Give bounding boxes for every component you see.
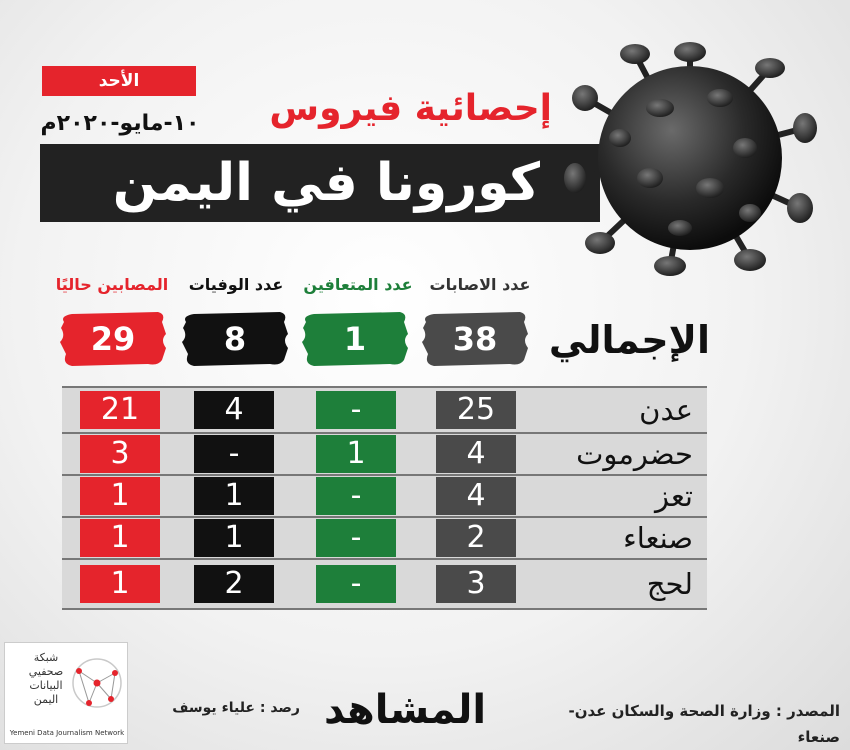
cell-active: 1	[80, 519, 160, 557]
cell-active: 1	[80, 565, 160, 603]
cell-recovered: -	[316, 519, 396, 557]
total-recovered-value: 1	[343, 320, 367, 358]
divider	[62, 386, 707, 388]
cell-deaths: -	[194, 435, 274, 473]
coronavirus-image	[560, 38, 820, 278]
network-logo	[4, 642, 128, 744]
cell-active: 21	[80, 391, 160, 429]
column-header-deaths: عدد الوفيات	[188, 275, 284, 294]
governorate-label: صنعاء	[623, 521, 693, 555]
brand-logo: المشاهد	[323, 687, 487, 733]
cell-deaths: 4	[194, 391, 274, 429]
column-header-recovered: عدد المتعافين	[303, 275, 413, 294]
divider	[62, 608, 707, 610]
cell-active: 1	[80, 477, 160, 515]
governorate-label: تعز	[654, 479, 693, 513]
governorate-label: لحج	[646, 567, 693, 601]
cell-cases: 3	[436, 565, 516, 603]
divider	[62, 516, 707, 518]
logo-line: اليمن	[33, 693, 59, 706]
page-title: كورونا في اليمن	[40, 144, 600, 222]
source-text: المصدر : وزارة الصحة والسكان عدن- صنعاء	[568, 702, 840, 746]
cell-deaths: 1	[194, 477, 274, 515]
governorate-label: حضرموت	[576, 437, 693, 471]
total-recovered-badge	[300, 308, 410, 370]
divider	[62, 558, 707, 560]
subtitle: إحصائية فيروس	[269, 88, 552, 129]
cell-deaths: 2	[194, 565, 274, 603]
cell-deaths: 1	[194, 519, 274, 557]
total-cases-value: 38	[452, 320, 498, 358]
logo-english-text: Yemeni Data Journalism Network	[9, 729, 125, 737]
total-cases-badge	[420, 308, 530, 370]
cell-cases: 4	[436, 435, 516, 473]
cell-cases: 4	[436, 477, 516, 515]
total-deaths-value: 8	[223, 320, 247, 358]
cell-recovered: -	[316, 391, 396, 429]
credit-text: رصد : علياء يوسف	[172, 700, 300, 716]
cell-recovered: -	[316, 477, 396, 515]
logo-line: صحفيي	[28, 665, 64, 678]
network-logo-icon	[67, 651, 125, 721]
column-header-cases: عدد الاصابات	[429, 275, 531, 294]
cell-cases: 25	[436, 391, 516, 429]
logo-line: شبكة	[33, 651, 59, 664]
day-badge: الأحد	[42, 66, 196, 96]
logo-line: البيانات	[29, 679, 63, 692]
cell-recovered: -	[316, 565, 396, 603]
divider	[62, 474, 707, 476]
total-active-badge	[58, 308, 168, 370]
cell-cases: 2	[436, 519, 516, 557]
total-deaths-badge	[180, 308, 290, 370]
column-header-active: المصابين حاليًا	[55, 275, 169, 294]
total-active-value: 29	[90, 320, 136, 358]
date-label: ١٠-مايو-٢٠٢٠م	[40, 111, 200, 136]
governorate-label: عدن	[639, 393, 693, 427]
divider	[62, 432, 707, 434]
totals-label: الإجمالي	[548, 318, 710, 362]
cell-recovered: 1	[316, 435, 396, 473]
cell-active: 3	[80, 435, 160, 473]
